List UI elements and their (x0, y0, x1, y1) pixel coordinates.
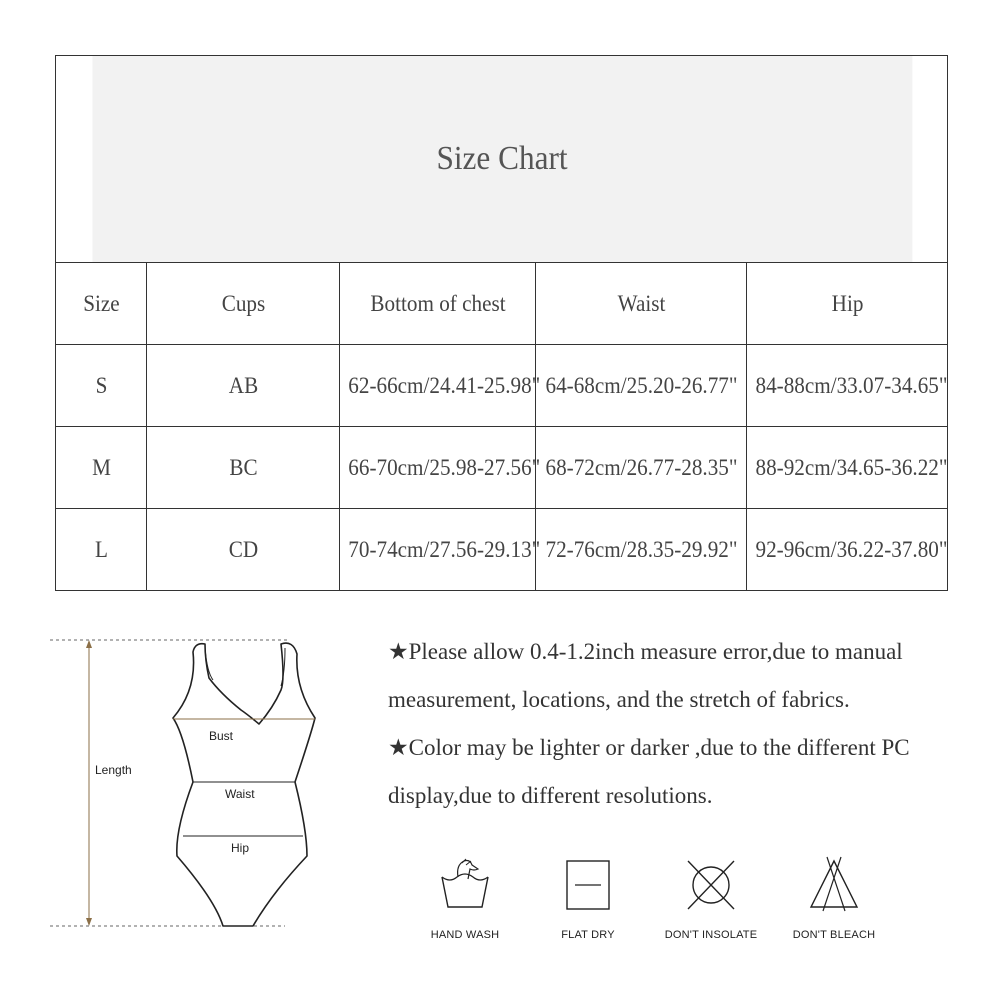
cell-bottom-of-chest: 70-74cm/27.56-29.13" (347, 509, 527, 591)
table-row (56, 509, 948, 591)
header-cups: Cups (154, 263, 332, 345)
care-flat-dry (533, 855, 643, 941)
hand-wash-label: HAND WASH (430, 929, 500, 941)
cell-bottom-of-chest: 66-70cm/25.98-27.56" (347, 427, 527, 509)
hip-label: Hip (231, 841, 250, 855)
cell-cups: CD (154, 509, 332, 591)
cell-hip: 88-92cm/34.65-36.22" (755, 427, 940, 509)
cell-waist: 68-72cm/26.77-28.35" (544, 427, 738, 509)
flat-dry-label: FLAT DRY (561, 929, 615, 941)
header-bottom-of-chest: Bottom of chest (347, 263, 527, 345)
care-instructions (410, 855, 910, 955)
cell-size: L (59, 509, 143, 591)
hand-wash-icon (430, 855, 500, 915)
size-chart-title: Size Chart (91, 56, 912, 263)
cell-cups: AB (154, 345, 332, 427)
length-label: Length (95, 763, 132, 777)
table-header-row (56, 263, 948, 345)
cell-size: S (59, 345, 143, 427)
table-row (56, 345, 948, 427)
cell-size: M (59, 427, 143, 509)
bust-label: Bust (209, 729, 234, 743)
care-dont-insolate (656, 855, 766, 941)
swimsuit-measure-diagram (45, 630, 365, 930)
size-chart-table (55, 55, 948, 591)
header-waist: Waist (544, 263, 738, 345)
cell-cups: BC (154, 427, 332, 509)
cell-waist: 72-76cm/28.35-29.92" (544, 509, 738, 591)
note-measure-error: ★Please allow 0.4-1.2inch measure error,due to manual measurement, locations, and the stretch of fabrics. (388, 639, 903, 712)
care-hand-wash (410, 855, 520, 941)
cell-bottom-of-chest: 62-66cm/24.41-25.98" (347, 345, 527, 427)
care-dont-bleach (779, 855, 889, 941)
table-row (56, 427, 948, 509)
cell-hip: 92-96cm/36.22-37.80" (755, 509, 940, 591)
header-hip: Hip (755, 263, 940, 345)
note-color: ★Color may be lighter or darker ,due to the different PC display,due to different resolutions. (388, 735, 910, 808)
cell-waist: 64-68cm/25.20-26.77" (544, 345, 738, 427)
dont-bleach-label: DON'T BLEACH (792, 929, 876, 941)
header-size: Size (59, 263, 143, 345)
dont-insolate-icon (676, 855, 746, 915)
flat-dry-icon (553, 855, 623, 915)
waist-label: Waist (225, 787, 255, 801)
notes-block (388, 628, 988, 820)
swimsuit-outline-icon (45, 630, 365, 930)
cell-hip: 84-88cm/33.07-34.65" (755, 345, 940, 427)
dont-bleach-icon (799, 855, 869, 915)
dont-insolate-label: DON'T INSOLATE (664, 929, 758, 941)
